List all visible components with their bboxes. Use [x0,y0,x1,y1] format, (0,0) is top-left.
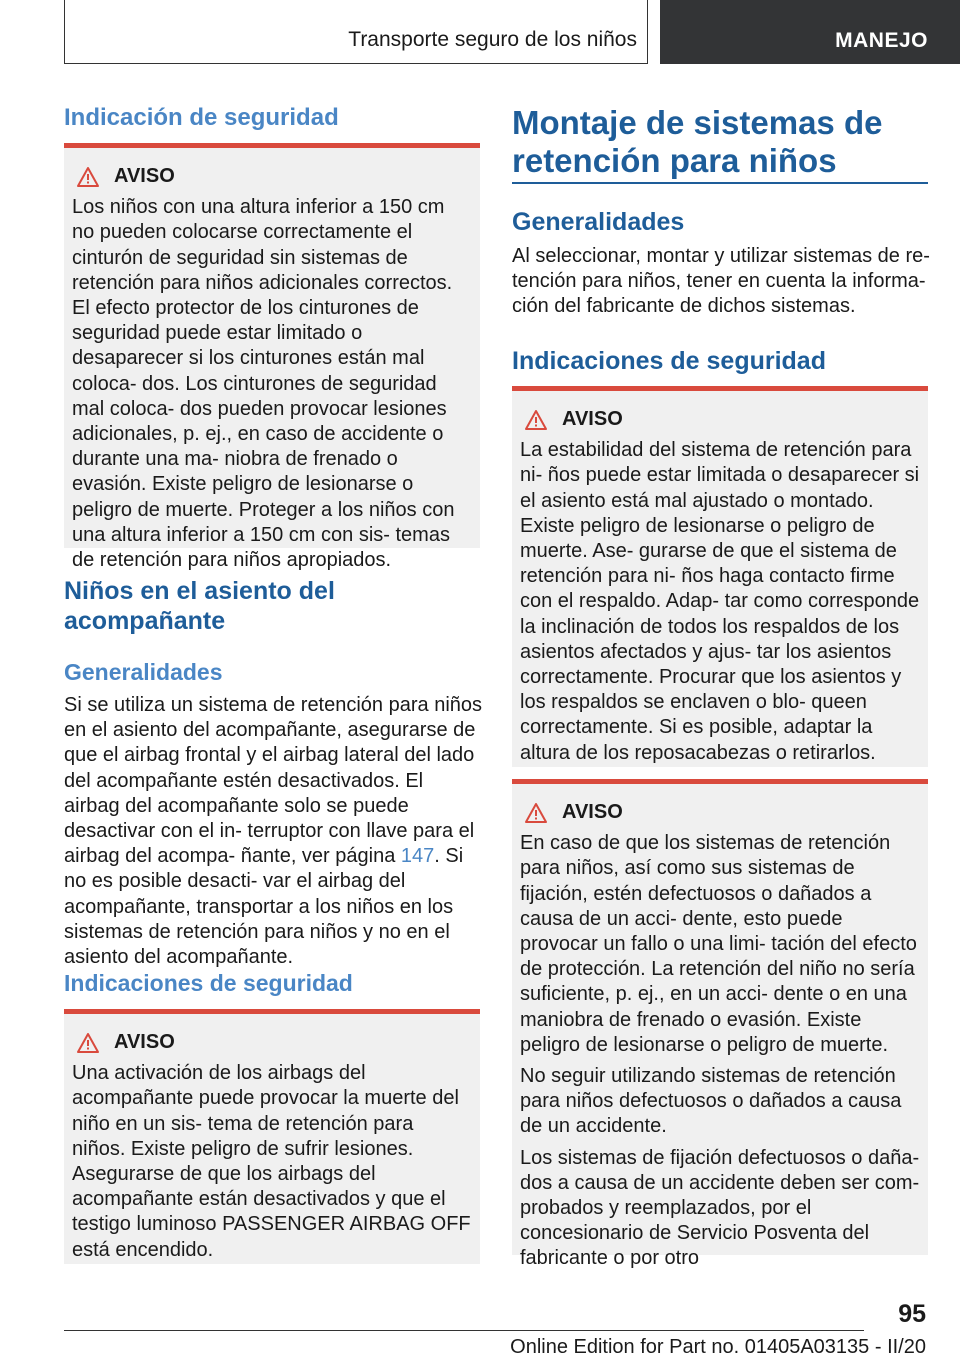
page-link-147[interactable]: 147 [400,845,435,868]
general-paragraph-right: Al seleccionar, montar y utilizar sistemas de re‐ tención para niños, tener en cuenta la informa‐ ción del fabricante de dichos sistemas. [512,245,930,318]
warning-box-stability [512,386,928,767]
warning-text: Los niños con una altura inferior a 150 cm no pueden colocarse correctamente el cinturón de seguridad sin sistemas de retención para niños adicionales correctos. El efecto protector de los cinturones de seguridad puede estar limitado o desaparecer si los cinturones están mal coloca‐ dos. Los cinturones de seguridad mal coloca‐ dos pueden provocar lesiones adicionales, p. ej., en caso de accidente o durante una ma‐ niobra de frenado o evasión. Existe peligro de lesionarse o peligro de muerte. Proteger a los niños con una altura inferior a 150 cm con sis‐ temas de retención para niños apropiados. [72,196,455,572]
heading-mounting-systems: Montaje de sistemas de retención para niños [512,104,883,179]
heading-divider [512,182,928,184]
warning-text-p1: En caso de que los sistemas de retención para niños, así como sus sistemas de fijación, estén defectuosos o dañados a causa de un acci‐ dente, esto puede provocar un fallo o una limi‐ tación del efecto de protección. La retención del niño no sería suficiente, p. ej., en un acci‐ dente o en una maniobra de frenado o evasión. Existe peligro de lesionarse o peligro de muerte. [520,832,917,1056]
warning-text-p2: No seguir utilizando sistemas de retención para niños defectuosos o dañados a causa de un accidente. [520,1065,902,1138]
warning-text-p3: Los sistemas de fijación defectuosos o daña‐ dos a causa de un accidente deben ser com‐ probados y reemplazados, por el concesionario de Servicio Posventa del fabricante o por otro [520,1146,920,1270]
chapter-tab[interactable] [660,0,960,64]
heading-safety-left: Indicaciones de seguridad [64,970,353,996]
heading-safety-indication: Indicación de seguridad [64,104,339,131]
heading-passenger-seat: Niños en el asiento del acompañante [64,577,335,635]
warning-triangle-icon [76,166,100,188]
warning-title: AVISO [562,408,623,430]
warning-triangle-icon [524,802,548,824]
heading-general-right: Generalidades [512,208,685,236]
warning-triangle-icon [76,1032,100,1054]
section-title: Transporte seguro de los niños [348,28,637,51]
general-paragraph-left: Si se utiliza un sistema de retención para niños en el asiento del acompañante, asegurarse de que el airbag frontal y el airbag lateral del lado del acompañante estén desactivados. El airbag del acompañante solo se puede desactivar con el in‐ terruptor con llave para el airbag del acompa‐ ñante, ver página 147. Si no es posible desacti‐ var el airbag del acompañante, transportar a los niños en los sistemas de retención para niños y no en el asiento del acompañante. [64,694,483,969]
warning-box-damaged [512,779,928,1270]
warning-title: AVISO [114,1031,175,1053]
warning-box-height [64,143,480,572]
heading-general-left: Generalidades [64,659,223,685]
warning-box-airbag [64,1009,480,1264]
warning-title: AVISO [114,165,175,187]
warning-text: Una activación de los airbags del acompañante puede provocar la muerte del niño en un sis‐ tema de retención para niños. Existe peligro de sufrir lesiones. Asegurarse de que los airbags del acompañante están desactivados y que el testigo luminoso PASSENGER AIRBAG OFF está encendido. [72,1062,471,1261]
heading-safety-right: Indicaciones de seguridad [512,347,826,375]
page-number: 95 [898,1300,926,1328]
footer-divider [64,1330,864,1331]
warning-triangle-icon [524,409,548,431]
warning-text: La estabilidad del sistema de retención para ni‐ ños puede estar limitada o desaparecer si el asiento está mal ajustado o montado. Existe peligro de lesionarse o peligro de muerte. Ase‐ gurarse de que el sistema de retención para ni‐ ños haga contacto firme con el respaldo. Adap‐ tar como corresponde la inclinación de todos los respaldos de los asientos afectados y ajus‐ tar los asientos correctamente. Procurar que los asientos y los respaldos se enclaven o blo‐ queen correctamente. Si es posible, adaptar la altura de los reposacabezas o retirarlos. [520,439,920,764]
chapter-tab-label: MANEJO [835,29,928,52]
header-section-box [64,0,648,64]
footer-edition: Online Edition for Part no. 01405A03135 - II/20 [510,1336,926,1358]
warning-title: AVISO [562,801,623,823]
